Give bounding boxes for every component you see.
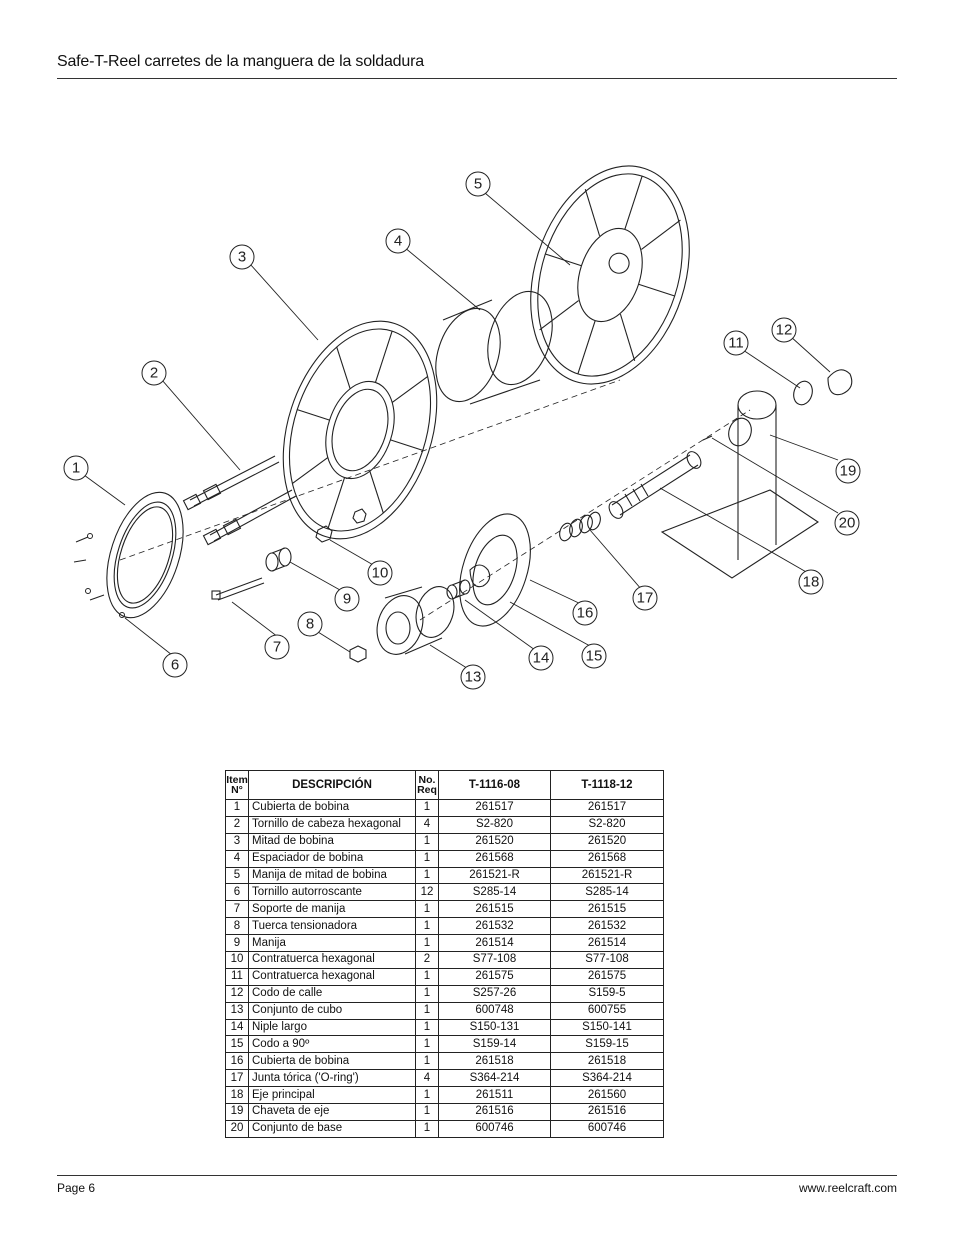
cell-model1: 261516 <box>439 1104 551 1121</box>
website-link[interactable]: www.reelcraft.com <box>798 1181 897 1195</box>
part-reel-cover <box>93 483 198 628</box>
cell-model2: 261518 <box>551 1053 664 1070</box>
cell-model2: 261575 <box>551 968 664 985</box>
table-header-row <box>226 771 664 800</box>
table-row <box>226 901 664 918</box>
part-street-elbow <box>828 370 852 395</box>
cell-item: 20 <box>226 1120 249 1137</box>
callout-20: 20 <box>838 514 856 532</box>
cell-model1: S159-14 <box>439 1036 551 1053</box>
cell-model2: S285-14 <box>551 884 664 901</box>
cell-description: Contratuerca hexagonal <box>249 952 416 969</box>
table-row <box>226 1053 664 1070</box>
cell-model1: 261514 <box>439 935 551 952</box>
cell-qty: 1 <box>416 1019 439 1036</box>
part-main-shaft <box>606 449 703 521</box>
part-reel-half-handle <box>504 150 716 405</box>
cell-qty: 4 <box>416 1070 439 1087</box>
col-header-description: DESCRIPCIÓN <box>249 771 416 800</box>
cell-model1: 261515 <box>439 901 551 918</box>
cell-description: Espaciador de bobina <box>249 850 416 867</box>
part-reel-spacer <box>425 283 564 410</box>
col-header-qty: No. Req <box>416 771 439 800</box>
part-o-rings <box>558 511 603 543</box>
callout-13: 13 <box>464 668 482 686</box>
callout-8: 8 <box>305 615 315 633</box>
callout-1: 1 <box>71 459 81 477</box>
callout-19: 19 <box>839 462 857 480</box>
cell-model2: S159-15 <box>551 1036 664 1053</box>
cell-description: Chaveta de eje <box>249 1104 416 1121</box>
table-row <box>226 1019 664 1036</box>
table-row <box>226 1002 664 1019</box>
callout-2: 2 <box>149 364 159 382</box>
table-row <box>226 1120 664 1137</box>
part-handle <box>266 548 291 571</box>
cell-description: Tornillo de cabeza hexagonal <box>249 816 416 833</box>
cell-description: Conjunto de cubo <box>249 1002 416 1019</box>
cell-qty: 1 <box>416 867 439 884</box>
cell-qty: 2 <box>416 952 439 969</box>
part-base-assembly <box>662 391 818 578</box>
cell-item: 17 <box>226 1070 249 1087</box>
callout-17: 17 <box>636 589 654 607</box>
table-row <box>226 867 664 884</box>
callout-4: 4 <box>393 232 403 250</box>
cell-model1: 261520 <box>439 833 551 850</box>
cell-model1: 261532 <box>439 918 551 935</box>
callout-12: 12 <box>775 321 793 339</box>
table-row <box>226 1104 664 1121</box>
cell-qty: 1 <box>416 1104 439 1121</box>
table-row <box>226 918 664 935</box>
page-number: Page 6 <box>57 1181 96 1195</box>
table-row <box>226 816 664 833</box>
col-header-model1: T-1116-08 <box>439 771 551 800</box>
callout-9: 9 <box>342 590 352 608</box>
cell-qty: 1 <box>416 1053 439 1070</box>
cell-model2: 261514 <box>551 935 664 952</box>
cell-model2: S364-214 <box>551 1070 664 1087</box>
cell-item: 16 <box>226 1053 249 1070</box>
table-row <box>226 1087 664 1104</box>
callout-6: 6 <box>170 656 180 674</box>
cell-model2: S77-108 <box>551 952 664 969</box>
cell-item: 11 <box>226 968 249 985</box>
cell-model2: 261517 <box>551 800 664 817</box>
cell-description: Cubierta de bobina <box>249 800 416 817</box>
cell-model1: S364-214 <box>439 1070 551 1087</box>
callout-5: 5 <box>473 175 483 193</box>
cell-description: Tornillo autorroscante <box>249 884 416 901</box>
part-hex-nut-11 <box>791 379 816 407</box>
cell-description: Eje principal <box>249 1087 416 1104</box>
cell-qty: 1 <box>416 985 439 1002</box>
cell-item: 9 <box>226 935 249 952</box>
cell-model2: 261532 <box>551 918 664 935</box>
cell-model1: 261518 <box>439 1053 551 1070</box>
table-row <box>226 1036 664 1053</box>
exploded-parts-diagram <box>0 150 954 710</box>
cell-model1: S257-26 <box>439 985 551 1002</box>
col-header-model2: T-1118-12 <box>551 771 664 800</box>
cell-qty: 1 <box>416 833 439 850</box>
cell-model1: 261575 <box>439 968 551 985</box>
table-row <box>226 884 664 901</box>
cell-qty: 1 <box>416 935 439 952</box>
cell-model1: 600748 <box>439 1002 551 1019</box>
part-long-nipple <box>447 580 470 599</box>
cell-model2: 261568 <box>551 850 664 867</box>
table-row <box>226 968 664 985</box>
cell-item: 1 <box>226 800 249 817</box>
cell-qty: 12 <box>416 884 439 901</box>
cell-item: 13 <box>226 1002 249 1019</box>
cell-item: 19 <box>226 1104 249 1121</box>
cell-qty: 1 <box>416 1036 439 1053</box>
callout-16: 16 <box>576 604 594 622</box>
callout-10: 10 <box>371 564 389 582</box>
cell-item: 3 <box>226 833 249 850</box>
cell-item: 6 <box>226 884 249 901</box>
cell-qty: 1 <box>416 901 439 918</box>
cell-qty: 1 <box>416 1120 439 1137</box>
callout-circles <box>64 172 860 689</box>
part-handle-support <box>212 578 264 600</box>
parts-list-table <box>225 770 664 1138</box>
table-row <box>226 1070 664 1087</box>
cell-qty: 1 <box>416 1002 439 1019</box>
cell-description: Codo a 90º <box>249 1036 416 1053</box>
table-row <box>226 952 664 969</box>
cell-model1: 261517 <box>439 800 551 817</box>
cell-item: 5 <box>226 867 249 884</box>
cell-model2: S159-5 <box>551 985 664 1002</box>
page-title: Safe-T-Reel carretes de la manguera de la soldadura <box>57 53 424 70</box>
table-row <box>226 850 664 867</box>
table-body <box>226 800 664 1138</box>
cell-model1: 261511 <box>439 1087 551 1104</box>
callout-15: 15 <box>585 647 603 665</box>
cell-model1: S285-14 <box>439 884 551 901</box>
cell-description: Mitad de bobina <box>249 833 416 850</box>
cell-qty: 1 <box>416 918 439 935</box>
cell-item: 15 <box>226 1036 249 1053</box>
header-rule <box>57 78 897 79</box>
cell-qty: 4 <box>416 816 439 833</box>
col-header-item: Item N° <box>226 771 249 800</box>
cell-model1: S77-108 <box>439 952 551 969</box>
cell-model2: S2-820 <box>551 816 664 833</box>
table-row <box>226 985 664 1002</box>
cell-model1: S2-820 <box>439 816 551 833</box>
cell-model1: 261568 <box>439 850 551 867</box>
cell-item: 7 <box>226 901 249 918</box>
cell-description: Niple largo <box>249 1019 416 1036</box>
cell-model2: 261521-R <box>551 867 664 884</box>
cell-model1: 261521-R <box>439 867 551 884</box>
cell-model2: 261560 <box>551 1087 664 1104</box>
cell-qty: 1 <box>416 1087 439 1104</box>
cell-model2: 261515 <box>551 901 664 918</box>
cell-description: Cubierta de bobina <box>249 1053 416 1070</box>
callout-14: 14 <box>532 649 550 667</box>
cell-description: Conjunto de base <box>249 1120 416 1137</box>
footer-rule <box>57 1175 897 1176</box>
cell-description: Manija <box>249 935 416 952</box>
callout-3: 3 <box>237 248 247 266</box>
cell-item: 12 <box>226 985 249 1002</box>
cell-description: Tuerca tensionadora <box>249 918 416 935</box>
cell-model1: 600746 <box>439 1120 551 1137</box>
cell-model1: S150-131 <box>439 1019 551 1036</box>
part-hex-nut-10 <box>316 509 366 542</box>
cell-model2: 600746 <box>551 1120 664 1137</box>
cell-item: 18 <box>226 1087 249 1104</box>
cell-qty: 1 <box>416 850 439 867</box>
cell-model2: S150-141 <box>551 1019 664 1036</box>
cell-item: 2 <box>226 816 249 833</box>
cell-qty: 1 <box>416 800 439 817</box>
cell-description: Contratuerca hexagonal <box>249 968 416 985</box>
callout-18: 18 <box>802 573 820 591</box>
cell-description: Junta tórica ('O-ring') <box>249 1070 416 1087</box>
cell-item: 10 <box>226 952 249 969</box>
cell-item: 14 <box>226 1019 249 1036</box>
table-row <box>226 833 664 850</box>
callout-11: 11 <box>728 334 744 352</box>
cell-model2: 600755 <box>551 1002 664 1019</box>
cell-qty: 1 <box>416 968 439 985</box>
cell-description: Codo de calle <box>249 985 416 1002</box>
cell-item: 4 <box>226 850 249 867</box>
cell-model2: 261516 <box>551 1104 664 1121</box>
cell-item: 8 <box>226 918 249 935</box>
part-tension-nut <box>350 646 366 662</box>
table-row <box>226 800 664 817</box>
cell-description: Manija de mitad de bobina <box>249 867 416 884</box>
table-row <box>226 935 664 952</box>
cell-model2: 261520 <box>551 833 664 850</box>
part-reel-cover-16 <box>447 505 544 635</box>
part-reel-half <box>257 301 463 559</box>
callout-7: 7 <box>272 638 282 656</box>
cell-description: Soporte de manija <box>249 901 416 918</box>
